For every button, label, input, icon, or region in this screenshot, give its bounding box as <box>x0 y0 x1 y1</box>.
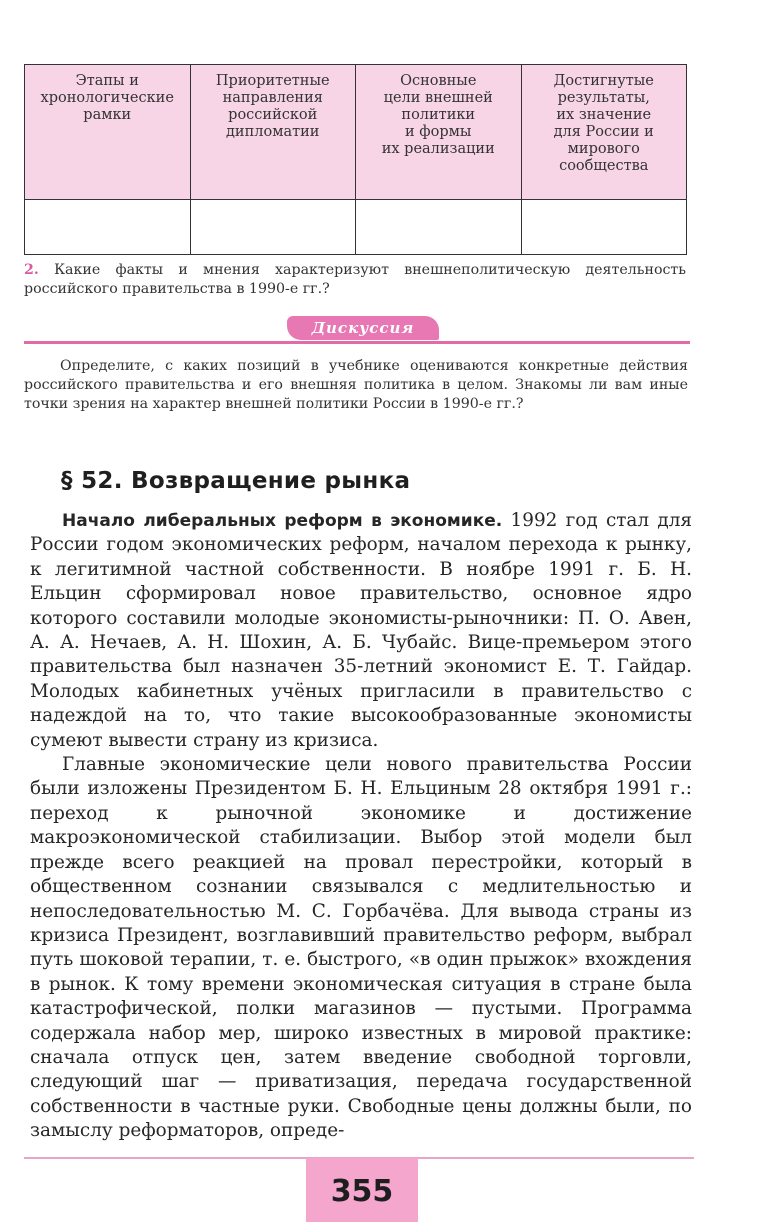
discussion-divider <box>24 341 690 344</box>
table-header-results: Достигнутые результаты, их значение для России и мирового сообщества <box>521 65 687 200</box>
paragraph-2: Главные экономические цели нового правительства России были изложены Президентом Б. Н. Ельциным 28 октября 1991 г.: переход к рыночной экономике и достижение макроэкономической стабилизации. Выбор этой модели был прежде всего реакцией на провал перестройки, который в общественном сознании связывался с медлительностью и непоследовательностью М. С. Горбачёва. Для вывода страны из кризиса Президент, возглавивший правительство реформ, выбрал путь шоковой терапии, т. е. быстрого, «в один прыжок» вхождения в рынок. К тому времени экономическая ситуация в стране была катастрофической, полки магазинов — пустыми. Программа содержала набор мер, широко известных в мировой практике: сначала отпуск цен, затем введение свободной торговли, следующий шаг — приватизация, передача государственной собственности в частные руки. Свободные цены должны были, по замыслу реформаторов, опреде- <box>30 754 692 1142</box>
table-cell <box>356 200 522 255</box>
question-text: Какие факты и мнения характеризуют внешнеполитическую деятельность российского правительства в 1990-е гг.? <box>24 262 687 297</box>
section-heading: § 52. Возвращение рынка <box>61 468 411 494</box>
table-header-row <box>25 65 687 200</box>
lead-title: Начало либеральных реформ в экономике. <box>62 511 503 531</box>
table-header-stages: Этапы и хронологические рамки <box>25 65 191 200</box>
table-cell <box>521 200 687 255</box>
section-body <box>30 509 692 1144</box>
table-cell <box>25 200 191 255</box>
paragraph-1-text: 1992 год стал для России годом экономических реформ, началом перехода к рынку, к легитимной частной собственности. В ноябре 1991 г. Б. Н. Ельцин сформировал новое правительство, основное ядро которого составили молодые экономисты-рыночники: П. О. Авен, А. А. Нечаев, А. Н. Шохин, А. Б. Чубайс. Вице-премьером этого правительства был назначен 35-летний экономист Е. Т. Гайдар. Молодых кабинетных учёных пригласили в правительство с надеждой на то, что такие высокообразованные экономисты сумеют вывести страну из кризиса. <box>30 510 692 751</box>
page-number: 355 <box>330 1174 394 1209</box>
discussion-text: Определите, с каких позиций в учебнике оцениваются конкретные действия российского правительства и его внешняя политика в целом. Знакомы ли вам иные точки зрения на характер внешней политики России в 1990-е гг.? <box>24 358 688 412</box>
discussion-badge: Дискуссия <box>287 316 439 340</box>
table-header-priorities: Приоритетные направления российской дипломатии <box>190 65 356 200</box>
table-row <box>25 200 687 255</box>
assignment-table <box>24 64 687 255</box>
table-header-goals: Основные цели внешней политики и формы их реализации <box>356 65 522 200</box>
table-cell <box>190 200 356 255</box>
question-2 <box>24 261 686 299</box>
question-number: 2. <box>24 262 39 278</box>
paragraph-1 <box>30 509 692 753</box>
